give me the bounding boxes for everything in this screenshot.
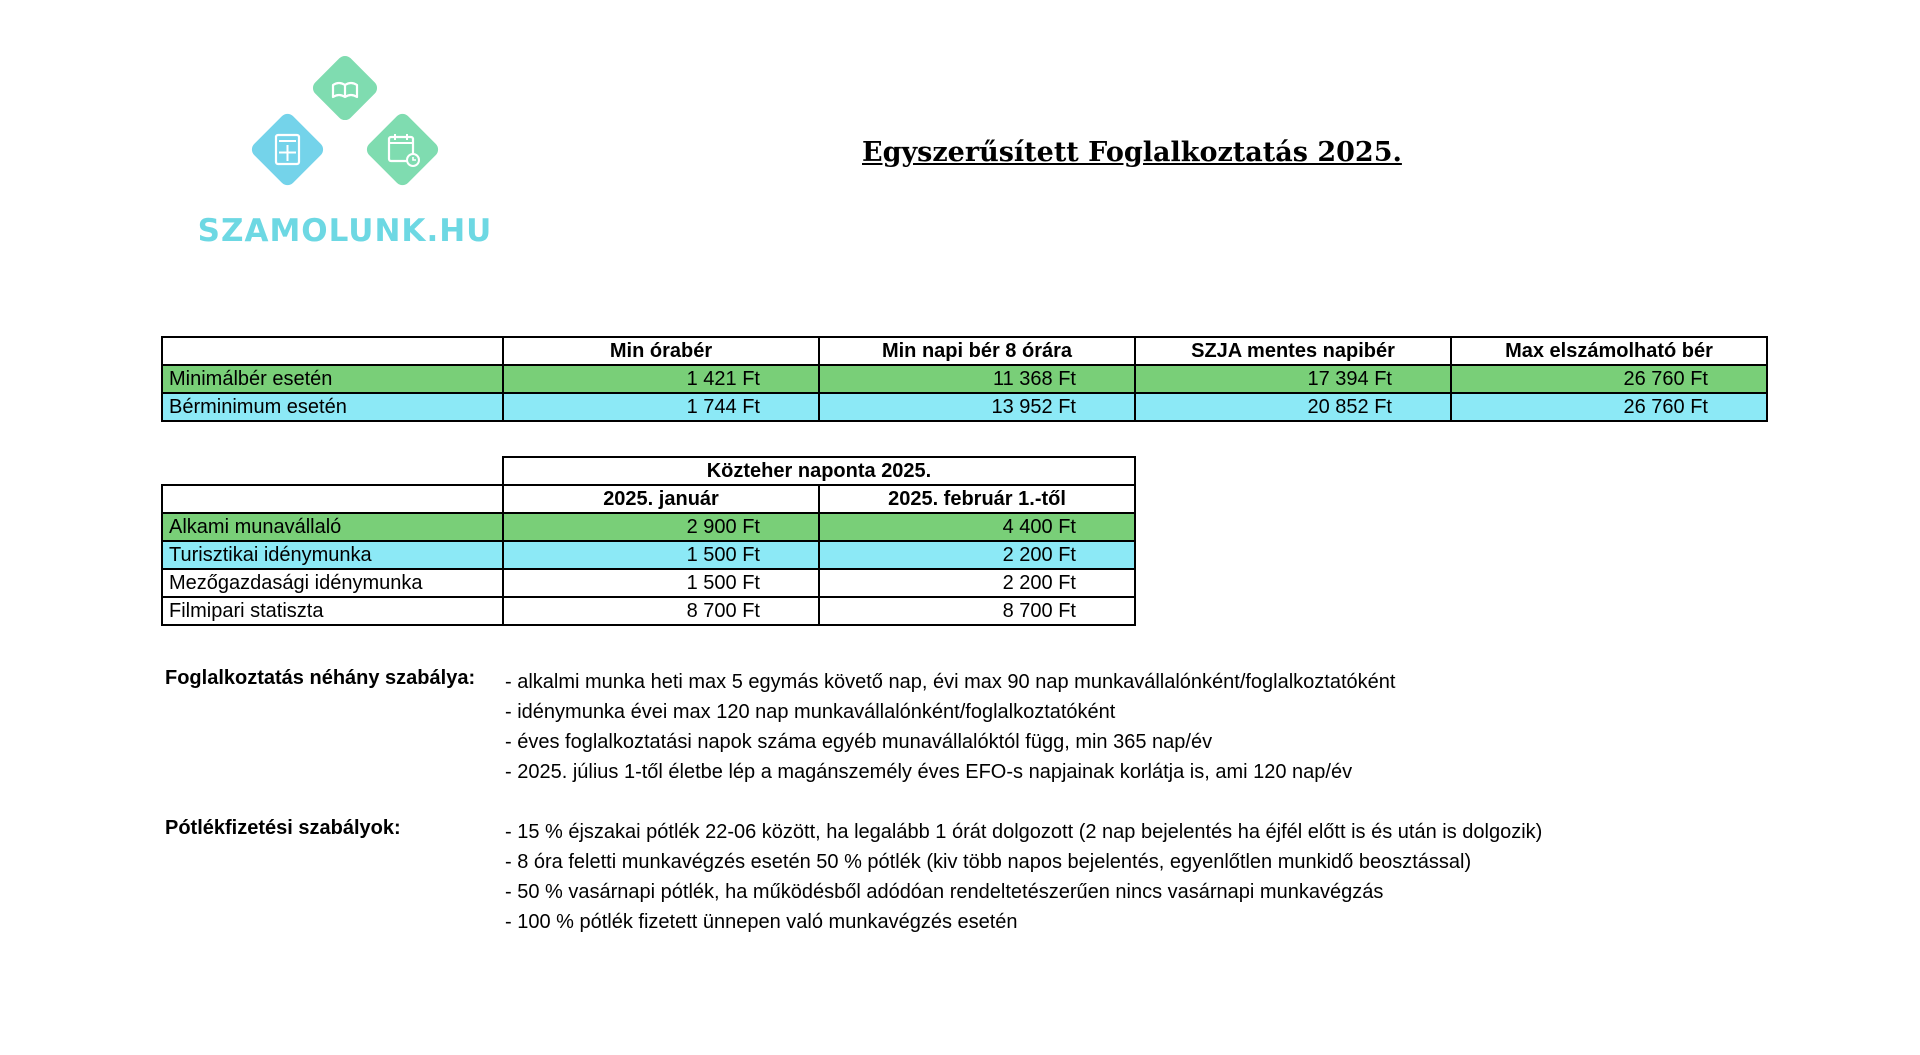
table-cell: 1 744 Ft xyxy=(503,393,819,421)
table-header-cell: Max elszámolható bér xyxy=(1451,337,1767,365)
row-label: Mezőgazdasági idénymunka xyxy=(162,569,503,597)
contribution-table xyxy=(161,456,1136,626)
table-row xyxy=(162,597,1135,625)
row-label: Filmipari statiszta xyxy=(162,597,503,625)
row-label: Alkami munavállaló xyxy=(162,513,503,541)
table-cell: 1 421 Ft xyxy=(503,365,819,393)
rule-item: - alkalmi munka heti max 5 egymás követő nap, évi max 90 nap munkavállalónként/foglalkoztatóként xyxy=(505,671,1396,693)
table-row xyxy=(162,513,1135,541)
supplement-item: - 100 % pótlék fizetett ünnepen való munkavégzés esetén xyxy=(505,911,1018,933)
table-cell: 4 400 Ft xyxy=(819,513,1135,541)
table-cell: 26 760 Ft xyxy=(1451,393,1767,421)
rules-heading: Foglalkoztatás néhány szabálya: xyxy=(165,667,476,689)
table-header-row xyxy=(162,337,1767,365)
table-cell: 2 200 Ft xyxy=(819,569,1135,597)
table-cell: 8 700 Ft xyxy=(503,597,819,625)
table-row xyxy=(162,365,1767,393)
table-cell: 8 700 Ft xyxy=(819,597,1135,625)
row-label: Minimálbér esetén xyxy=(162,365,503,393)
table-header-cell xyxy=(162,485,503,513)
table-row xyxy=(162,569,1135,597)
supplement-item: - 50 % vasárnapi pótlék, ha működésből adódóan rendeltetészerűen nincs vasárnapi munkavégzás xyxy=(505,881,1384,903)
table-row xyxy=(162,393,1767,421)
supplement-item: - 15 % éjszakai pótlék 22-06 között, ha legalább 1 órát dolgozott (2 nap bejelentés ha éjfél előtt is és után is dolgozik) xyxy=(505,821,1543,843)
row-label: Turisztikai idénymunka xyxy=(162,541,503,569)
table-header-cell: Min órabér xyxy=(503,337,819,365)
rule-item: - éves foglalkoztatási napok száma egyéb munavállalóktól függ, min 365 nap/év xyxy=(505,731,1213,753)
table-cell: 11 368 Ft xyxy=(819,365,1135,393)
table-title: Közteher naponta 2025. xyxy=(503,457,1135,485)
supplements-heading: Pótlékfizetési szabályok: xyxy=(165,817,401,839)
table-header-cell: SZJA mentes napibér xyxy=(1135,337,1451,365)
table-row xyxy=(162,541,1135,569)
row-label: Bérminimum esetén xyxy=(162,393,503,421)
table-cell: 1 500 Ft xyxy=(503,569,819,597)
table-cell: 2 200 Ft xyxy=(819,541,1135,569)
table-cell: 2 900 Ft xyxy=(503,513,819,541)
table-header-cell xyxy=(162,337,503,365)
calendar-icon xyxy=(364,111,442,189)
table-cell: 26 760 Ft xyxy=(1451,365,1767,393)
table-cell: 20 852 Ft xyxy=(1135,393,1451,421)
table-cell: 17 394 Ft xyxy=(1135,365,1451,393)
supplement-item: - 8 óra feletti munkavégzés esetén 50 % pótlék (kiv több napos bejelentés, egyenlőtlen munkidő beosztással) xyxy=(505,851,1472,873)
table-header-cell: 2025. február 1.-től xyxy=(819,485,1135,513)
rule-item: - idénymunka évei max 120 nap munkavállalónként/foglalkoztatóként xyxy=(505,701,1116,723)
wage-table xyxy=(161,336,1768,422)
table-header-cell: 2025. január xyxy=(503,485,819,513)
logo xyxy=(195,55,495,255)
table-cell: 1 500 Ft xyxy=(503,541,819,569)
logo-mark xyxy=(245,55,445,205)
table-cell: 13 952 Ft xyxy=(819,393,1135,421)
logo-text: SZAMOLUNK.HU xyxy=(197,213,493,249)
book-icon xyxy=(310,55,381,123)
page-title: Egyszerűsített Foglalkoztatás 2025. xyxy=(862,137,1402,168)
calculator-icon xyxy=(249,111,327,189)
table-title-row xyxy=(162,457,1135,485)
rule-item: - 2025. július 1-től életbe lép a magánszemély éves EFO-s napjainak korlátja is, ami 120 nap/év xyxy=(505,761,1353,783)
table-header-row xyxy=(162,485,1135,513)
table-header-cell: Min napi bér 8 órára xyxy=(819,337,1135,365)
